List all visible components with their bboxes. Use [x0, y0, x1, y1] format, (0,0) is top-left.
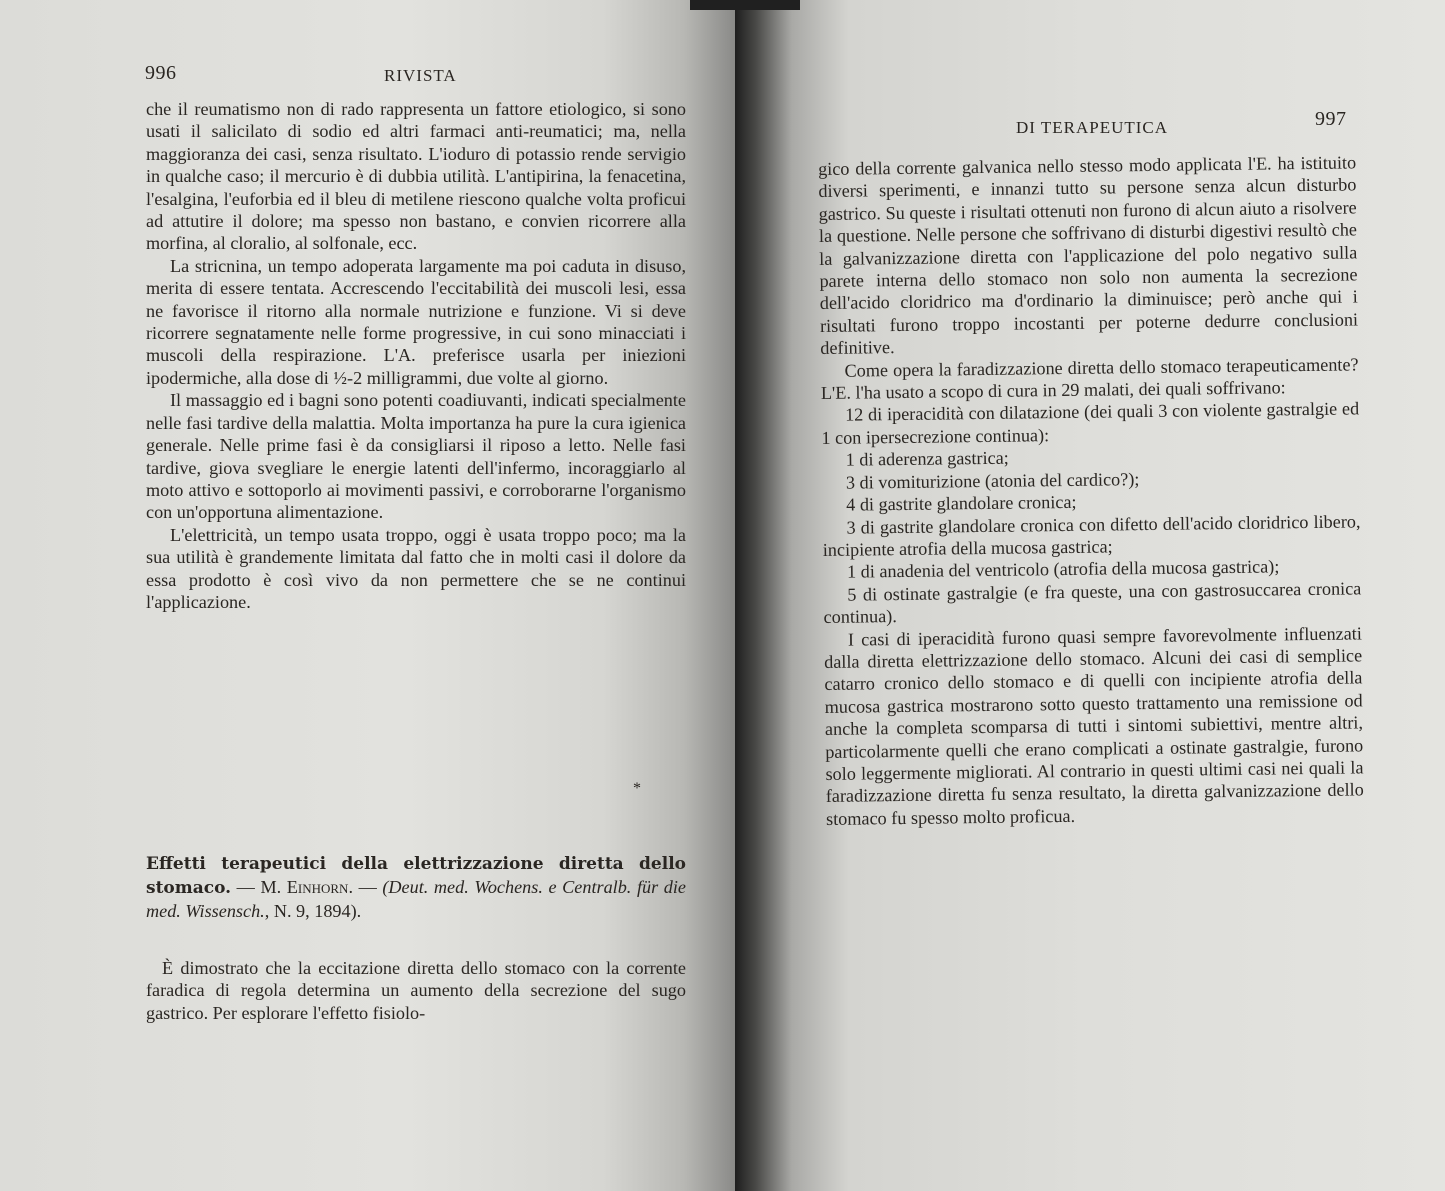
article-author-prefix: — M.: [236, 877, 287, 897]
article-title: Effetti terapeutici della elettrizzazione diretta dello stomaco.: [146, 854, 686, 898]
list-item: 3 di vomiturizione (atonia del cardico?);: [845, 468, 1140, 493]
right-body-text: [818, 151, 1364, 830]
paragraph: La stricnina, un tempo adoperata largamente ma poi caduta in disuso, merita di essere tentata. Accrescendo l'eccitabilità dei muscoli lesi, essa ne favorisce il ritorno alla normale nutrizione e funzione. Vi si deve ricorrere segnatamente nelle forme progressive, in cui sono minacciati i muscoli della respirazione. L'A. preferisce usarla per iniezioni ipodermiche, alla dose di ½-2 milligrammi, due volte al giorno.: [146, 255, 686, 388]
article-author-suffix: . —: [348, 877, 383, 897]
article-author: Einhorn: [286, 877, 349, 897]
right-running-head: DI TERAPEUTICA: [1016, 118, 1169, 137]
left-running-head: RIVISTA: [384, 66, 457, 85]
article-source: (Deut. med. Wochens. e Centralb. für die med. Wissensch.: [146, 877, 686, 921]
right-page-number: [1315, 108, 1347, 131]
list-item: 4 di gastrite glandolare cronica;: [846, 491, 1077, 515]
list-item: 5 di ostinate gastralgie (e fra queste, una con gastrosuccarea cronica continua).: [823, 578, 1362, 628]
left-page-number: [145, 62, 177, 85]
list-item: 3 di gastrite glandolare cronica con difetto dell'acido cloridrico libero, incipiente atrofia della mucosa gastrica;: [822, 510, 1361, 560]
page-number: 996: [145, 62, 177, 84]
list-item: 12 di iperacidità con dilatazione (dei quali 3 con violente gastralgie ed 1 con ipersecrezione continua):: [821, 398, 1360, 448]
list-item: 1 di anadenia del ventricolo (atrofia della mucosa gastrica);: [846, 556, 1280, 582]
paragraph: gico della corrente galvanica nello stesso modo applicata l'E. ha istituito diversi sperimenti, e innanzi tutto su persone senza alcun disturbo gastrico. Su queste i risultati ottenuti non furono di alcun aiuto a risolvere la questione. Nelle persone che soffrivano di disturbi digestivi resultò che la galvanizzazione diretta con l'applicazione del polo negativo sulla parete interna dello stomaco non solo non aumenta la secrezione dell'acido cloridrico ma d'ordinario la diminuisce; però anche qui i risultati furono troppo incostanti per poterne dedurre conclusioni definitive.: [818, 152, 1359, 359]
paragraph: È dimostrato che la eccitazione diretta dello stomaco con la corrente faradica di regola determina un aumento della secrezione del sugo gastrico. Per esplorare l'effetto fisiolo-: [146, 958, 686, 1023]
article-source-issue: , N. 9, 1894).: [264, 901, 362, 921]
article-heading: [146, 852, 686, 923]
left-body-text: [146, 98, 686, 613]
paragraph: Il massaggio ed i bagni sono potenti coadiuvanti, indicati specialmente nelle fasi tardive della malattia. Molta importanza ha pure la cura igienica generale. Nelle prime fasi è da consigliarsi il riposo a letto. Nelle fasi tardive, giova svegliare le energie latenti dell'infermo, incoraggiarlo al moto attivo e sottoporlo ai movimenti passivi, e corroborarne l'organismo con un'opportuna alimentazione.: [146, 390, 686, 523]
paragraph: L'elettricità, un tempo usata troppo, oggi è usata troppo poco; ma la sua utilità è grandemente limitata dal fatto che in molti casi il dolore da essa prodotto è così vivo da non permettere che se ne continui l'applicazione.: [146, 524, 686, 612]
article-body: [146, 957, 686, 1024]
paragraph: che il reumatismo non di rado rappresenta un fattore etiologico, si sono usati il salicilato di sodio ed altri farmaci anti-reumatici; ma, nella maggioranza dei casi, senza risultato. L'ioduro di potassio rende servigio in qualche caso; il mercurio è di dubbia utilità. L'antipirina, la fenacetina, l'esalgina, l'euforbia ed il bleu di metilene riescono qualche volta proficui ad attutire il dolore; ma spesso non bastano, e convien ricorrere alla morfina, al cloralio, al solfonale, ecc.: [146, 99, 686, 254]
paragraph: I casi di iperacidità furono quasi sempre favorevolmente influenzati dalla diretta elettrizzazione dello stomaco. Alcuni dei casi di semplice catarro cronico dello stomaco e di quelli con incipiente atrofia della mucosa gastrica mostrarono sotto questo trattamento una remissione od anche la completa scomparsa di tutti i sintomi subiettivi, mentre altri, particolarmente quelli che erano complicati a ostinate gastralgie, furono solo leggermente migliorati. Al contrario in questi ultimi casi nei quali la faradizzazione diretta fu senza resultato, la diretta galvanizzazione dello stomaco fu spesso molto proficua.: [824, 622, 1364, 829]
list-item: 1 di aderenza gastrica;: [845, 447, 1009, 470]
signature-mark: *: [633, 780, 641, 797]
gutter-shadow: [690, 0, 800, 10]
paragraph: Come opera la faradizzazione diretta dello stomaco terapeuticamente? L'E. l'ha usato a scopo di cura in 29 malati, dei quali soffrivano:: [820, 354, 1359, 404]
page-number: 997: [1315, 108, 1347, 130]
